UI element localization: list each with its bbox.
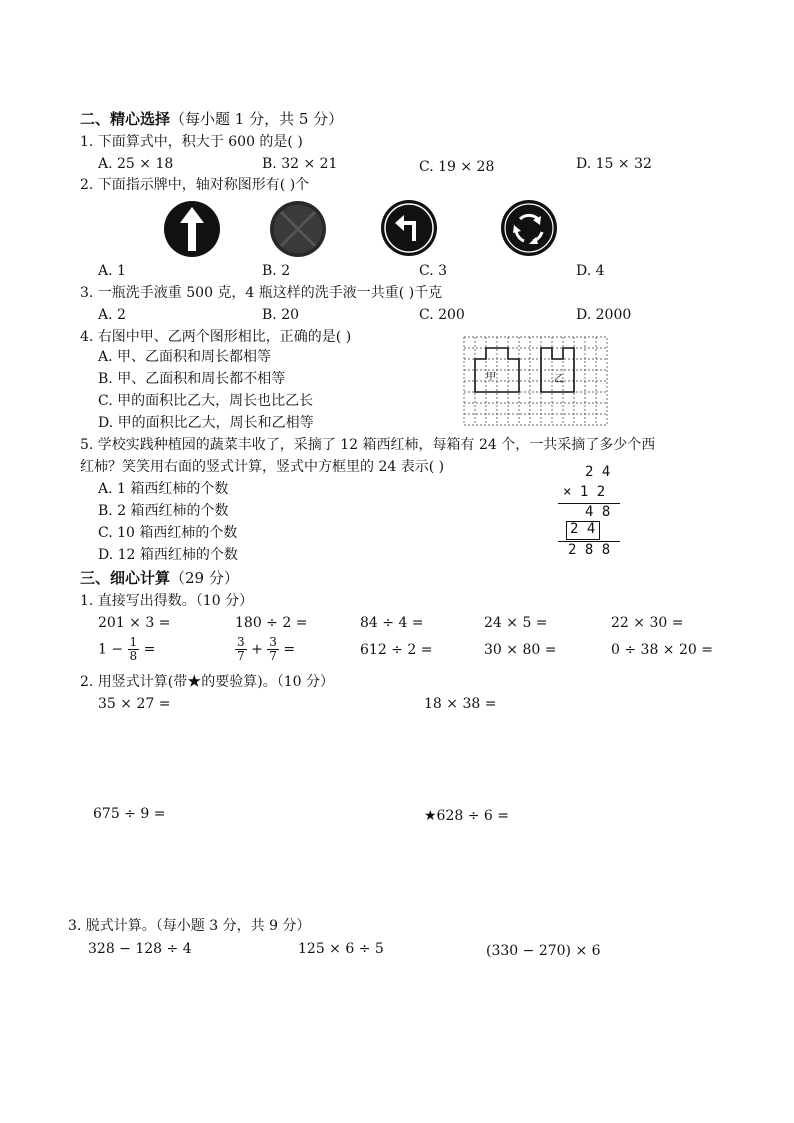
q4-stem: 4. 右图中甲、乙两个图形相比，正确的是( )	[80, 329, 352, 345]
q1-option-a[interactable]: A. 25 × 18	[98, 156, 174, 172]
vertical-35x27: 35 × 27 =	[98, 696, 171, 712]
no-stopping-sign-icon	[268, 199, 328, 259]
calc-three-sevenths-sum: $\frac{3}{7}$ + $\frac{3}{7}$ =	[237, 635, 296, 663]
calc-201x3: 201 × 3 =	[98, 615, 171, 631]
calc-84div4: 84 ÷ 4 =	[360, 615, 424, 631]
q5-option-c[interactable]: C. 10 箱西红柿的个数	[98, 525, 238, 541]
step-calc-1: 328 − 128 ÷ 4	[88, 941, 192, 957]
step-calc-3: (330 − 270) × 6	[486, 943, 601, 959]
q5-option-a[interactable]: A. 1 箱西红柿的个数	[98, 481, 229, 497]
section-2-heading	[80, 108, 343, 129]
left-turn-sign-icon	[380, 199, 438, 257]
q4-option-d[interactable]: D. 甲的面积比乙大，周长和乙相等	[98, 415, 314, 431]
section-2-note: （每小题 1 分，共 5 分）	[170, 110, 344, 128]
calc-22x30: 22 × 30 =	[611, 615, 684, 631]
q3-option-d[interactable]: D. 2000	[576, 307, 632, 323]
calc-612div2: 612 ÷ 2 =	[360, 642, 433, 658]
section-2-title: 二、精心选择	[80, 110, 171, 128]
part2-stem: 2. 用竖式计算(带★的要验算)。（10 分）	[80, 674, 334, 690]
vertical-row1: 4 8	[585, 504, 611, 520]
vertical-row2: 2 4	[570, 521, 596, 537]
part3-stem: 3. 脱式计算。（每小题 3 分，共 9 分）	[68, 918, 311, 934]
q5-stem-line2: 红柿？笑笑用右面的竖式计算，竖式中方框里的 24 表示( )	[80, 459, 445, 475]
section-3-note: （29 分）	[170, 569, 239, 587]
calc-30x80: 30 × 80 =	[484, 642, 557, 658]
step-calc-2: 125 × 6 ÷ 5	[298, 941, 384, 957]
q3-stem: 3. 一瓶洗手液重 500 克，4 瓶这样的洗手液一共重( )千克	[80, 285, 443, 301]
vertical-top: 2 4	[585, 464, 611, 480]
vertical-multiplier: × 1 2	[563, 484, 606, 500]
q3-option-c[interactable]: C. 200	[419, 307, 465, 323]
up-arrow-sign-icon	[162, 199, 222, 259]
q5-option-b[interactable]: B. 2 箱西红柿的个数	[98, 503, 229, 519]
q2-option-b[interactable]: B. 2	[262, 263, 291, 279]
roundabout-sign-icon	[500, 199, 558, 257]
grid-label-jia: 甲	[486, 372, 496, 383]
q5-option-d[interactable]: D. 12 箱西红柿的个数	[98, 547, 238, 563]
calc-24x5: 24 × 5 =	[484, 615, 548, 631]
vertical-18x38: 18 × 38 =	[424, 696, 497, 712]
vertical-675div9: 675 ÷ 9 =	[93, 806, 166, 822]
q2-option-c[interactable]: C. 3	[419, 263, 448, 279]
section-3-heading	[80, 567, 239, 588]
calc-1-minus-eighth: 1 − $\frac{1}{8}$ =	[98, 635, 156, 663]
q2-option-a[interactable]: A. 1	[98, 263, 126, 279]
vertical-628div6: ★628 ÷ 6 =	[424, 808, 509, 824]
q2-option-d[interactable]: D. 4	[576, 263, 605, 279]
calc-0div38x20: 0 ÷ 38 × 20 =	[611, 642, 713, 658]
q4-option-a[interactable]: A. 甲、乙面积和周长都相等	[98, 349, 272, 365]
calc-180div2: 180 ÷ 2 =	[235, 615, 308, 631]
q4-option-b[interactable]: B. 甲、乙面积和周长都不相等	[98, 371, 286, 387]
q3-option-b[interactable]: B. 20	[262, 307, 300, 323]
q3-option-a[interactable]: A. 2	[98, 307, 126, 323]
vertical-result: 2 8 8	[568, 542, 611, 558]
q1-stem: 1. 下面算式中，积大于 600 的是( )	[80, 134, 303, 150]
q1-option-d[interactable]: D. 15 × 32	[576, 156, 652, 172]
q5-stem-line1: 5. 学校实践种植园的蔬菜丰收了，采摘了 12 箱西红柿，每箱有 24 个，一共采摘了多少个西	[80, 437, 656, 453]
q4-option-c[interactable]: C. 甲的面积比乙大，周长也比乙长	[98, 393, 314, 409]
grid-label-yi: 乙	[554, 374, 564, 385]
q4-grid-figure	[463, 336, 609, 427]
q2-stem: 2. 下面指示牌中，轴对称图形有( )个	[80, 177, 310, 193]
part1-stem: 1. 直接写出得数。（10 分）	[80, 593, 254, 609]
q1-option-b[interactable]: B. 32 × 21	[262, 156, 338, 172]
section-3-title: 三、细心计算	[80, 569, 171, 587]
q1-option-c[interactable]: C. 19 × 28	[419, 159, 495, 175]
